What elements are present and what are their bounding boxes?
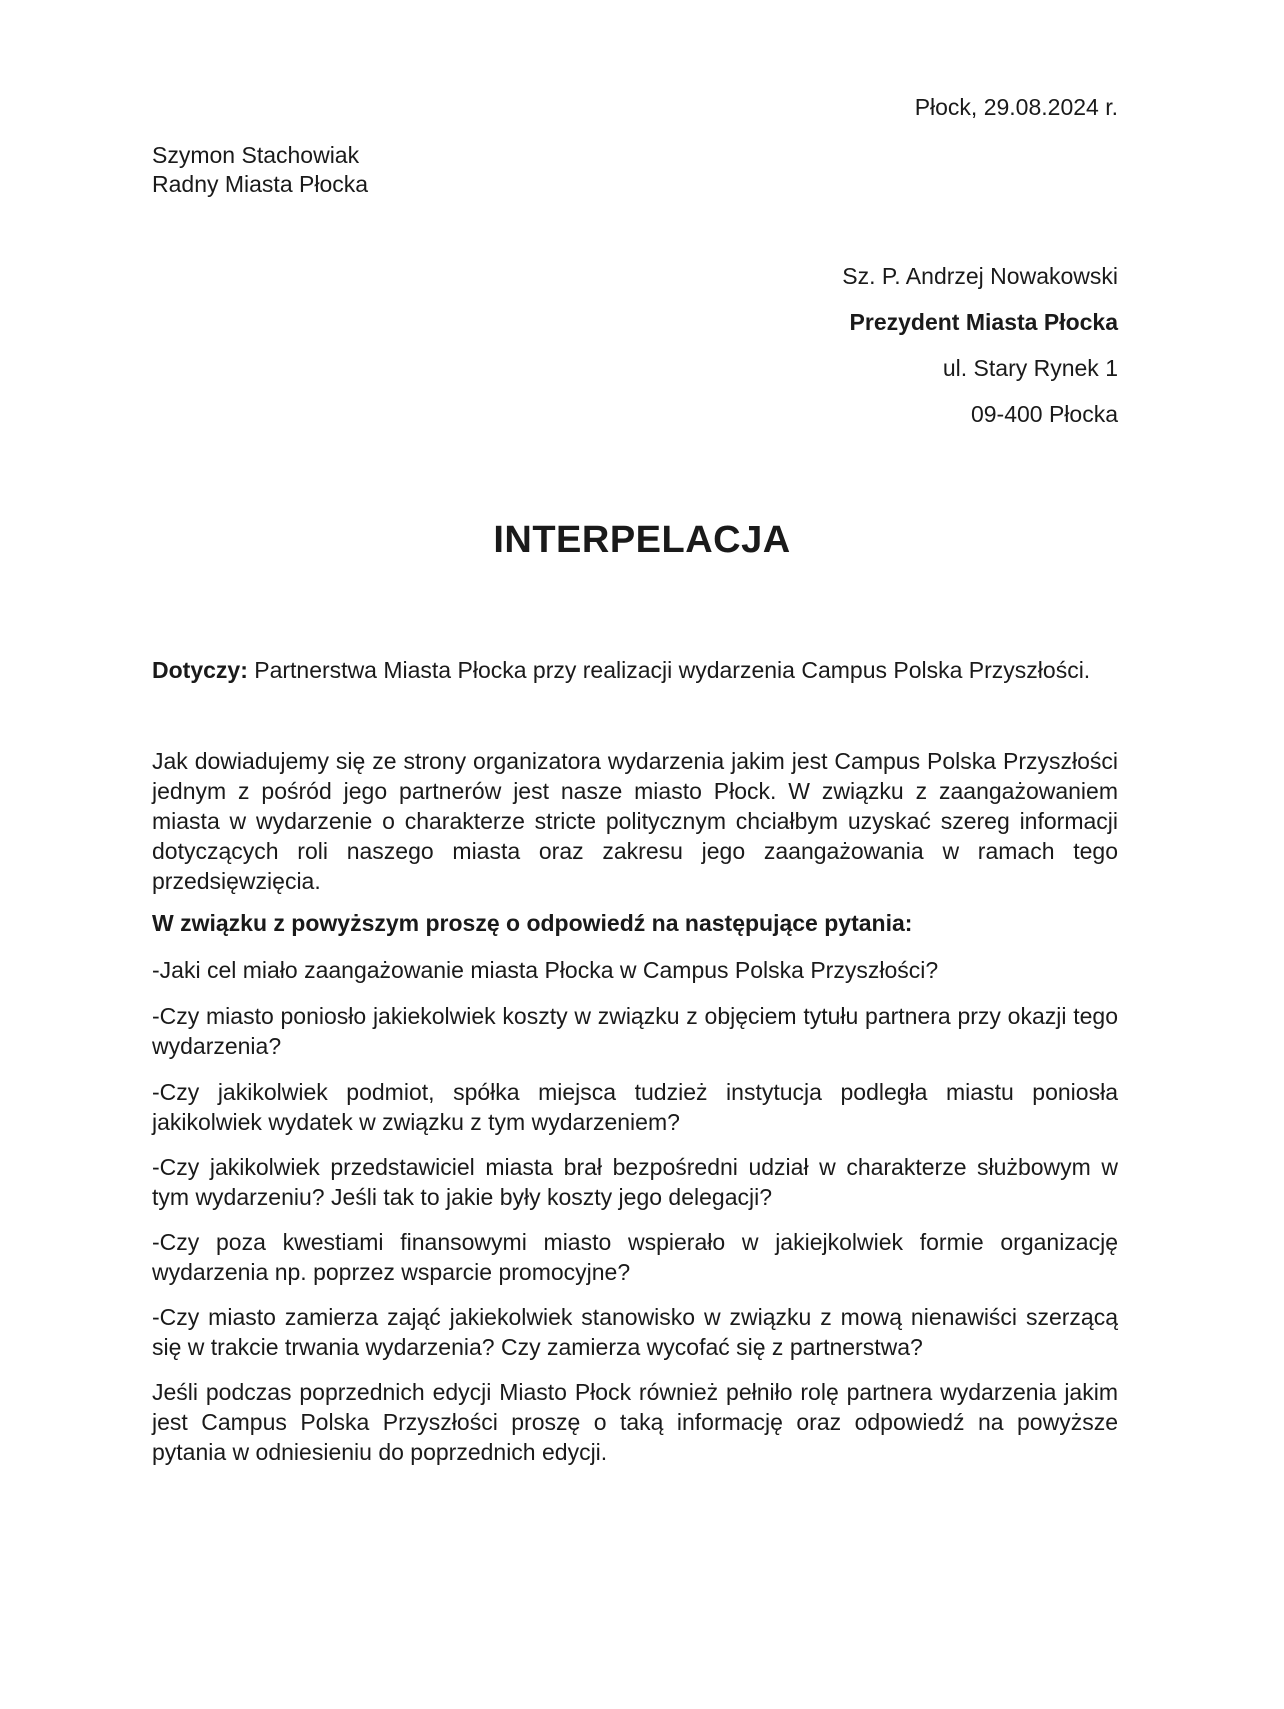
question-item: -Czy jakikolwiek podmiot, spółka miejsca tudzież instytucja podległa miastu poniosła jakikolwiek wydatek w związku z tym wydarzeniem? bbox=[152, 1079, 1118, 1135]
question-item: -Czy miasto zamierza zająć jakiekolwiek stanowisko w związku z mową nienawiści szerzącą się w trakcie trwania wydarzenia? Czy zamierza wycofać się z partnerstwa? bbox=[152, 1304, 1118, 1360]
recipient-name: Sz. P. Andrzej Nowakowski bbox=[842, 263, 1118, 289]
subject-label: Dotyczy: bbox=[152, 657, 248, 683]
recipient-title: Prezydent Miasta Płocka bbox=[849, 309, 1118, 335]
sender-role: Radny Miasta Płocka bbox=[152, 171, 369, 197]
question-item: -Czy miasto poniosło jakiekolwiek koszty w związku z objęciem tytułu partnera przy okazji tego wydarzenia? bbox=[152, 1003, 1118, 1059]
question-item: -Jaki cel miało zaangażowanie miasta Płocka w Campus Polska Przyszłości? bbox=[152, 957, 939, 983]
place-date: Płock, 29.08.2024 r. bbox=[914, 94, 1118, 120]
questions-heading: W związku z powyższym proszę o odpowiedź na następujące pytania: bbox=[152, 910, 913, 936]
closing-paragraph: Jeśli podczas poprzednich edycji Miasto Płock również pełniło rolę partnera wydarzenia jakim jest Campus Polska Przyszłości proszę o taką informację oraz odpowiedź na powyższe pytania w odniesieniu do poprzednich edycji. bbox=[152, 1379, 1118, 1465]
sender-name: Szymon Stachowiak bbox=[152, 142, 360, 168]
subject-text: Partnerstwa Miasta Płocka przy realizacji wydarzenia Campus Polska Przyszłości. bbox=[247, 657, 1091, 683]
document-title: INTERPELACJA bbox=[493, 519, 791, 561]
subject-line bbox=[152, 655, 1118, 685]
recipient-postal-city: 09-400 Płocka bbox=[970, 401, 1118, 427]
question-item: -Czy jakikolwiek przedstawiciel miasta brał bezpośredni udział w charakterze służbowym w tym wydarzeniu? Jeśli tak to jakie były koszty jego delegacji? bbox=[152, 1154, 1118, 1210]
recipient-street: ul. Stary Rynek 1 bbox=[942, 355, 1118, 381]
intro-paragraph: Jak dowiadujemy się ze strony organizatora wydarzenia jakim jest Campus Polska Przyszłości jednym z pośród jego partnerów jest nasze miasto Płock. W związku z zaangażowaniem miasta w wydarzenie o charakterze stricte politycznym chciałbym uzyskać szereg informacji dotyczących roli naszego miasta oraz zakresu jego zaangażowania w ramach tego przedsięwzięcia. bbox=[152, 748, 1118, 894]
question-item: -Czy poza kwestiami finansowymi miasto wspierało w jakiejkolwiek formie organizację wydarzenia np. poprzez wsparcie promocyjne? bbox=[152, 1229, 1118, 1285]
